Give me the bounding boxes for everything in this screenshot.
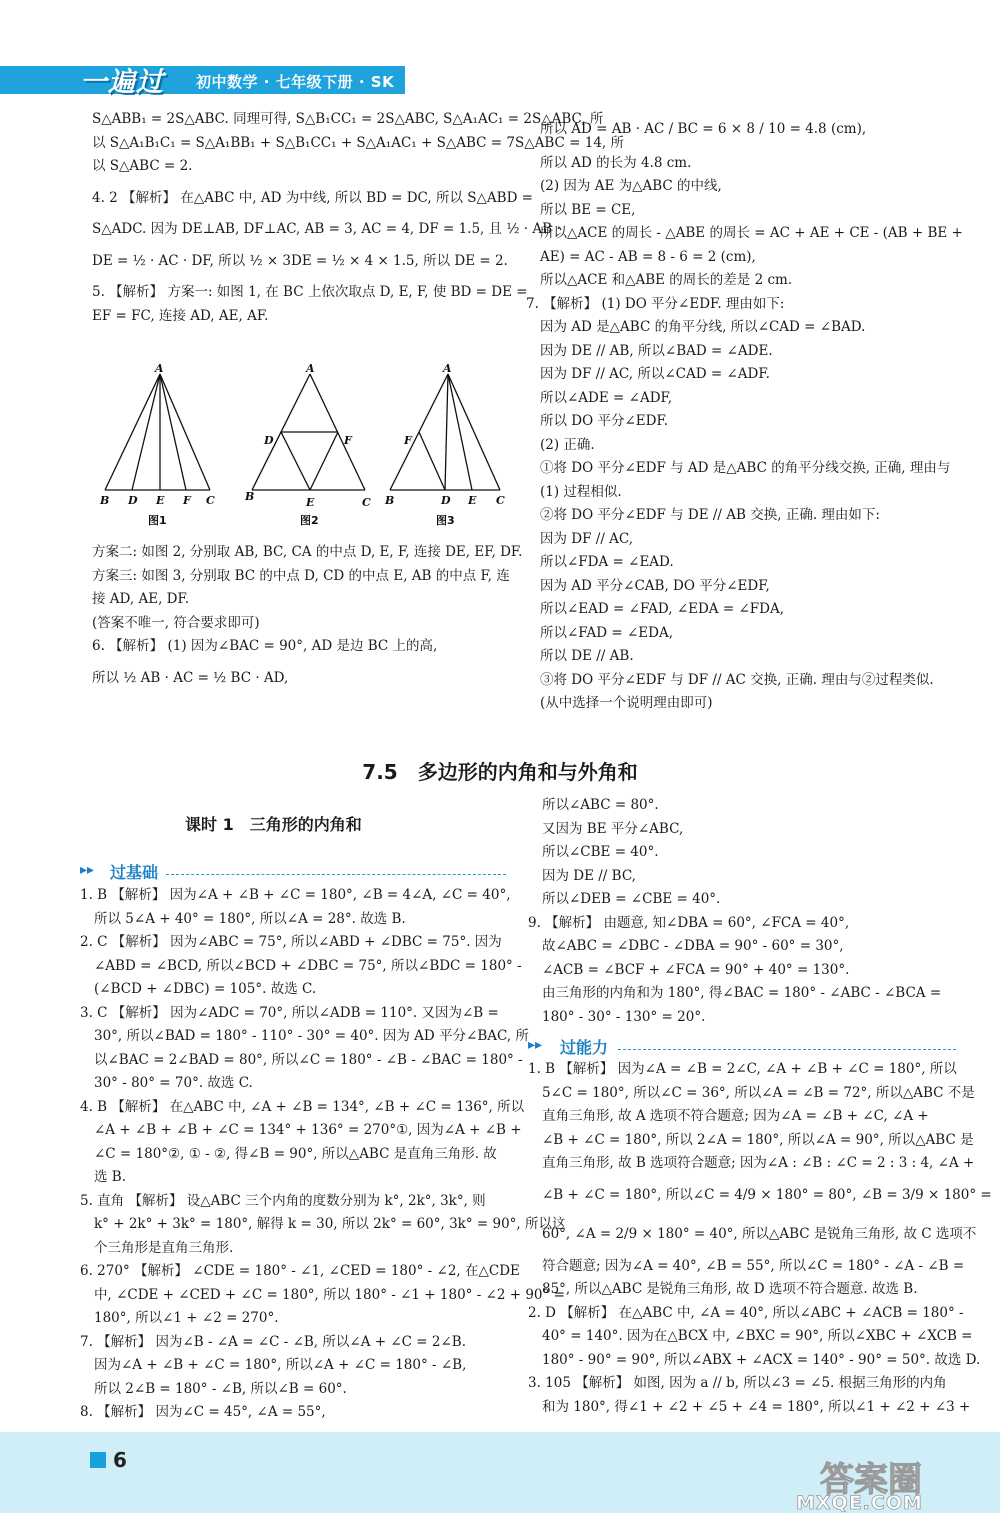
text-line: 以 S△A₁B₁C₁ = S△A₁BB₁ + S△B₁CC₁ + S△A₁AC₁ + S△ABC = 7S△ABC = 14, 所 xyxy=(92,134,624,151)
fig3-label: A xyxy=(443,362,452,375)
band-basic xyxy=(80,860,512,884)
text-line: 因为 AD 平分∠CAB, DO 平分∠EDF, xyxy=(540,577,770,594)
band-ability-label: 过能力 xyxy=(560,1038,609,1057)
text-line: 所以 AD 的长为 4.8 cm. xyxy=(540,154,692,171)
text-line: 个三角形是直角三角形. xyxy=(94,1239,234,1256)
text-line: 180° - 30° - 130° = 20°. xyxy=(542,1008,706,1025)
watermark-url: MXQE.COM xyxy=(796,1492,923,1514)
text-line: (答案不唯一, 符合要求即可) xyxy=(92,614,260,631)
fig2-label: E xyxy=(306,496,315,509)
text-line: 所以 5∠A + 40° = 180°, 所以∠A = 28°. 故选 B. xyxy=(94,910,406,927)
lesson-title: 课时 1 三角形的内角和 xyxy=(185,815,362,834)
triangle-figures xyxy=(90,362,520,532)
text-line: 所以∠ADE = ∠ADF, xyxy=(540,389,673,406)
text-line: 所以 ½ AB · AC = ½ BC · AD, xyxy=(92,669,289,686)
text-line: EF = FC, 连接 AD, AE, AF. xyxy=(92,307,269,324)
text-line: 直角三角形, 故 B 选项符合题意; 因为∠A : ∠B : ∠C = 2 : 3 : 4, ∠A + xyxy=(542,1155,975,1171)
text-line: S△ADC. 因为 DE⊥AB, DF⊥AC, AB = 3, AC = 4, DF = 1.5, 且 ½ · AB · xyxy=(92,221,561,237)
text-line: 由三角形的内角和为 180°, 得∠BAC = 180° - ∠ABC - ∠BCA = xyxy=(542,985,942,1001)
text-line: 中, ∠CDE + ∠CED + ∠C = 180°, 所以 180° - ∠1 + 180° - ∠2 + 90° = xyxy=(94,1286,565,1303)
fig1-caption: 图1 xyxy=(148,514,167,527)
answer-line: 5. 【解析】 方案一: 如图 1, 在 BC 上依次取点 D, E, F, 使 BD = DE = xyxy=(92,284,528,300)
text-line: (2) 因为 AE 为△ABC 的中线, xyxy=(540,178,722,194)
answer-line: 8. 【解析】 因为∠C = 45°, ∠A = 55°, xyxy=(80,1404,326,1420)
text-line: 直角三角形, 故 A 选项不符合题意; 因为∠A = ∠B + ∠C, ∠A + xyxy=(542,1108,929,1124)
text-line: 方案三: 如图 3, 分别取 BC 的中点 D, CD 的中点 E, AB 的中点 F, 连 xyxy=(92,567,510,584)
text-line: 因为∠A + ∠B + ∠C = 180°, 所以∠A + ∠C = 180° - ∠B, xyxy=(94,1357,467,1373)
fig3-label: E xyxy=(468,494,477,507)
answer-line: 4. 2 【解析】 在△ABC 中, AD 为中线, 所以 BD = DC, 所以 S△ABD = xyxy=(92,189,533,206)
answer-line: 2. D 【解析】 在△ABC 中, ∠A = 40°, 所以∠ABC + ∠ACB = 180° - xyxy=(528,1304,964,1321)
right-column-top xyxy=(526,118,965,716)
text-line: 30°, 所以∠BAD = 180° - 110° - 30° = 40°. 因为 AD 平分∠BAC, 所 xyxy=(94,1028,529,1044)
answer-line: 1. B 【解析】 因为∠A = ∠B = 2∠C, ∠A + ∠B + ∠C = 180°, 所以 xyxy=(528,1061,957,1077)
fig1-label: E xyxy=(156,494,165,507)
fig2-caption: 图2 xyxy=(300,514,319,527)
fig1-label: C xyxy=(206,494,215,507)
fig2-label: A xyxy=(306,362,315,375)
fig1-label: A xyxy=(155,362,164,375)
fig2-label: D xyxy=(264,434,274,447)
text-line: 30° - 80° = 70°. 故选 C. xyxy=(94,1075,253,1091)
text-line: ③将 DO 平分∠EDF 与 DF // AC 交换, 正确. 理由与②过程类似. xyxy=(540,671,934,688)
text-line: 所以 AD = AB · AC / BC = 6 × 8 / 10 = 4.8 (cm), xyxy=(540,121,867,137)
section-title: 7.5 多边形的内角和与外角和 xyxy=(362,760,638,784)
text-line: 所以∠DEB = ∠CBE = 40°. xyxy=(542,891,721,907)
band-divider xyxy=(618,1049,956,1050)
fig2-label: B xyxy=(245,490,255,503)
text-line: 以∠BAC = 2∠BAD = 80°, 所以∠C = 180° - ∠B - ∠BAC = 180° - xyxy=(94,1051,523,1068)
answer-line: 6. 270° 【解析】 ∠CDE = 180° - ∠1, ∠CED = 180° - ∠2, 在△CDE xyxy=(80,1263,520,1279)
text-line: 180°, 所以∠1 + ∠2 = 270°. xyxy=(94,1310,279,1326)
text-line: 因为 DE // BC, xyxy=(542,867,636,884)
text-line: 所以 DE // AB. xyxy=(540,648,634,664)
text-line: ∠ABD = ∠BCD, 所以∠BCD + ∠DBC = 75°, 所以∠BDC = 180° - xyxy=(94,957,522,974)
text-line: 和为 180°, 得∠1 + ∠2 + ∠5 + ∠4 = 180°, 所以∠1 + ∠2 + ∠3 + xyxy=(542,1398,971,1415)
fig1-label: B xyxy=(100,494,110,507)
text-line: 所以∠EAD = ∠FAD, ∠EDA = ∠FDA, xyxy=(540,601,784,617)
text-line: 所以∠FDA = ∠EAD. xyxy=(540,554,674,570)
text-line: S△ABB₁ = 2S△ABC. 同理可得, S△B₁CC₁ = 2S△ABC, S△A₁AC₁ = 2S△ABC, 所 xyxy=(92,111,604,127)
fig3-label: D xyxy=(441,494,451,507)
text-line: 85°, 所以△ABC 是锐角三角形, 故 D 选项不符合题意. 故选 B. xyxy=(542,1281,918,1297)
right-column-bottom-b xyxy=(528,1058,992,1419)
text-line: 40° = 140°. 因为在△BCX 中, ∠BXC = 90°, 所以∠XBC + ∠XCB = xyxy=(542,1328,973,1344)
text-line: 符合题意; 因为∠A = 40°, ∠B = 55°, 所以∠C = 180° - ∠A - ∠B = xyxy=(542,1257,965,1274)
answer-line: 3. 105 【解析】 如图, 因为 a // b, 所以∠3 = ∠5. 根据三角形的内角 xyxy=(528,1375,947,1391)
text-line: 接 AD, AE, DF. xyxy=(92,591,190,607)
text-line: DE = ½ · AC · DF, 所以 ½ × 3DE = ½ × 4 × 1.5, 所以 DE = 2. xyxy=(92,252,508,269)
signal-icon: ▸▸ xyxy=(528,1037,543,1053)
text-line: (2) 正确. xyxy=(540,436,595,453)
text-line: ∠B + ∠C = 180°, 所以 2∠A = 180°, 所以∠A = 90°, 所以△ABC 是 xyxy=(542,1131,974,1148)
watermark-logo: 答案圈 xyxy=(820,1460,922,1500)
text-line: 方案二: 如图 2, 分别取 AB, BC, CA 的中点 D, E, F, 连接 DE, EF, DF. xyxy=(92,544,523,560)
answer-line: 3. C 【解析】 因为∠ADC = 70°, 所以∠ADB = 110°. 又因为∠B = xyxy=(80,1004,499,1021)
answer-line: 7. 【解析】 (1) DO 平分∠EDF. 理由如下: xyxy=(526,295,785,312)
text-line: (从中选择一个说明理由即可) xyxy=(540,695,713,711)
text-line: AE) = AC - AB = 8 - 6 = 2 (cm), xyxy=(540,248,756,265)
text-line: 所以 BE = CE, xyxy=(540,201,636,218)
text-line: ①将 DO 平分∠EDF 与 AD 是△ABC 的角平分线交换, 正确, 理由与 xyxy=(540,460,951,476)
answer-line: 5. 直角 【解析】 设△ABC 三个内角的度数分别为 k°, 2k°, 3k°, 则 xyxy=(80,1192,486,1209)
answer-line: 2. C 【解析】 因为∠ABC = 75°, 所以∠ABD + ∠DBC = 75°. 因为 xyxy=(80,934,502,950)
figure-svg xyxy=(90,362,520,532)
text-line: 所以 DO 平分∠EDF. xyxy=(540,413,669,429)
text-line: (∠BCD + ∠DBC) = 105°. 故选 C. xyxy=(94,981,317,997)
answer-line: 9. 【解析】 由题意, 知∠DBA = 60°, ∠FCA = 40°, xyxy=(528,914,850,931)
text-line: ∠B + ∠C = 180°, 所以∠C = 4/9 × 180° = 80°, ∠B = 3/9 × 180° = xyxy=(542,1186,992,1203)
text-line: 所以∠FAD = ∠EDA, xyxy=(540,624,674,641)
text-line: 所以△ACE 和△ABE 的周长的差是 2 cm. xyxy=(540,272,793,288)
text-line: 所以∠CBE = 40°. xyxy=(542,844,659,860)
text-line: ②将 DO 平分∠EDF 与 DE // AB 交换, 正确. 理由如下: xyxy=(540,507,880,523)
text-line: ∠A + ∠B + ∠B + ∠C = 134° + 136° = 270°①, 因为∠A + ∠B + xyxy=(94,1122,522,1138)
text-line: 60°, ∠A = 2/9 × 180° = 40°, 所以△ABC 是锐角三角形, 故 C 选项不 xyxy=(542,1226,977,1242)
text-line: 因为 DF // AC, xyxy=(540,530,634,547)
fig2-label: F xyxy=(344,434,352,447)
signal-icon: ▸▸ xyxy=(80,862,95,878)
fig1-label: F xyxy=(183,494,191,507)
brand-logo: 一遍过 xyxy=(80,67,164,98)
text-line: ∠ACB = ∠BCF + ∠FCA = 90° + 40° = 130°. xyxy=(542,961,850,978)
text-line: 因为 DF // AC, 所以∠CAD = ∠ADF. xyxy=(540,366,770,382)
band-basic-label: 过基础 xyxy=(110,863,159,882)
answer-line: 1. B 【解析】 因为∠A + ∠B + ∠C = 180°, ∠B = 4∠A, ∠C = 40°, xyxy=(80,887,511,903)
fig2-label: C xyxy=(362,496,371,509)
answer-line: 7. 【解析】 因为∠B - ∠A = ∠C - ∠B, 所以∠A + ∠C = 2∠B. xyxy=(80,1333,466,1350)
fig3-label: B xyxy=(385,494,395,507)
text-line: 5∠C = 180°, 所以∠C = 36°, 所以∠A = ∠B = 72°, 所以△ABC 不是 xyxy=(542,1084,975,1101)
right-column-bottom-a xyxy=(528,794,968,1029)
fig3-label: C xyxy=(496,494,505,507)
text-line: 因为 AD 是△ABC 的角平分线, 所以∠CAD = ∠BAD. xyxy=(540,319,866,335)
text-line: 以 S△ABC = 2. xyxy=(92,158,193,174)
text-line: 所以△ACE 的周长 - △ABE 的周长 = AC + AE + CE - (AB + BE + xyxy=(540,225,963,241)
text-line: 所以 2∠B = 180° - ∠B, 所以∠B = 60°. xyxy=(94,1380,347,1397)
page-number: 6 xyxy=(113,1448,127,1472)
answer-line: 6. 【解析】 (1) 因为∠BAC = 90°, AD 是边 BC 上的高, xyxy=(92,638,438,654)
text-line: k° + 2k° + 3k° = 180°, 解得 k = 30, 所以 2k° = 60°, 3k° = 90°, 所以这 xyxy=(94,1216,566,1232)
text-line: 180° - 90° = 90°, 所以∠ABX + ∠ACX = 140° - 90° = 50°. 故选 D. xyxy=(542,1351,981,1368)
answer-line: 4. B 【解析】 在△ABC 中, ∠A + ∠B = 134°, ∠B + ∠C = 136°, 所以 xyxy=(80,1098,525,1115)
text-line: 又因为 BE 平分∠ABC, xyxy=(542,820,684,837)
band-divider xyxy=(166,874,506,875)
left-column-middle xyxy=(92,541,523,690)
fig1-label: D xyxy=(128,494,138,507)
text-line: 故∠ABC = ∠DBC - ∠DBA = 90° - 60° = 30°, xyxy=(542,938,844,954)
left-column-bottom xyxy=(80,884,566,1425)
text-line: (1) 过程相似. xyxy=(540,483,622,500)
band-ability xyxy=(528,1035,960,1059)
text-line: ∠C = 180°②, ① - ②, 得∠B = 90°, 所以△ABC 是直角三角形. 故 xyxy=(94,1145,497,1162)
text-line: 所以∠ABC = 80°. xyxy=(542,797,659,813)
page-number-marker-icon xyxy=(90,1452,106,1468)
text-line: 选 B. xyxy=(94,1169,127,1185)
text-line: 因为 DE // AB, 所以∠BAD = ∠ADE. xyxy=(540,342,773,359)
book-subtitle: 初中数学 · 七年级下册 · SK xyxy=(196,73,395,91)
fig3-caption: 图3 xyxy=(436,514,455,527)
fig3-label: F xyxy=(404,434,412,447)
